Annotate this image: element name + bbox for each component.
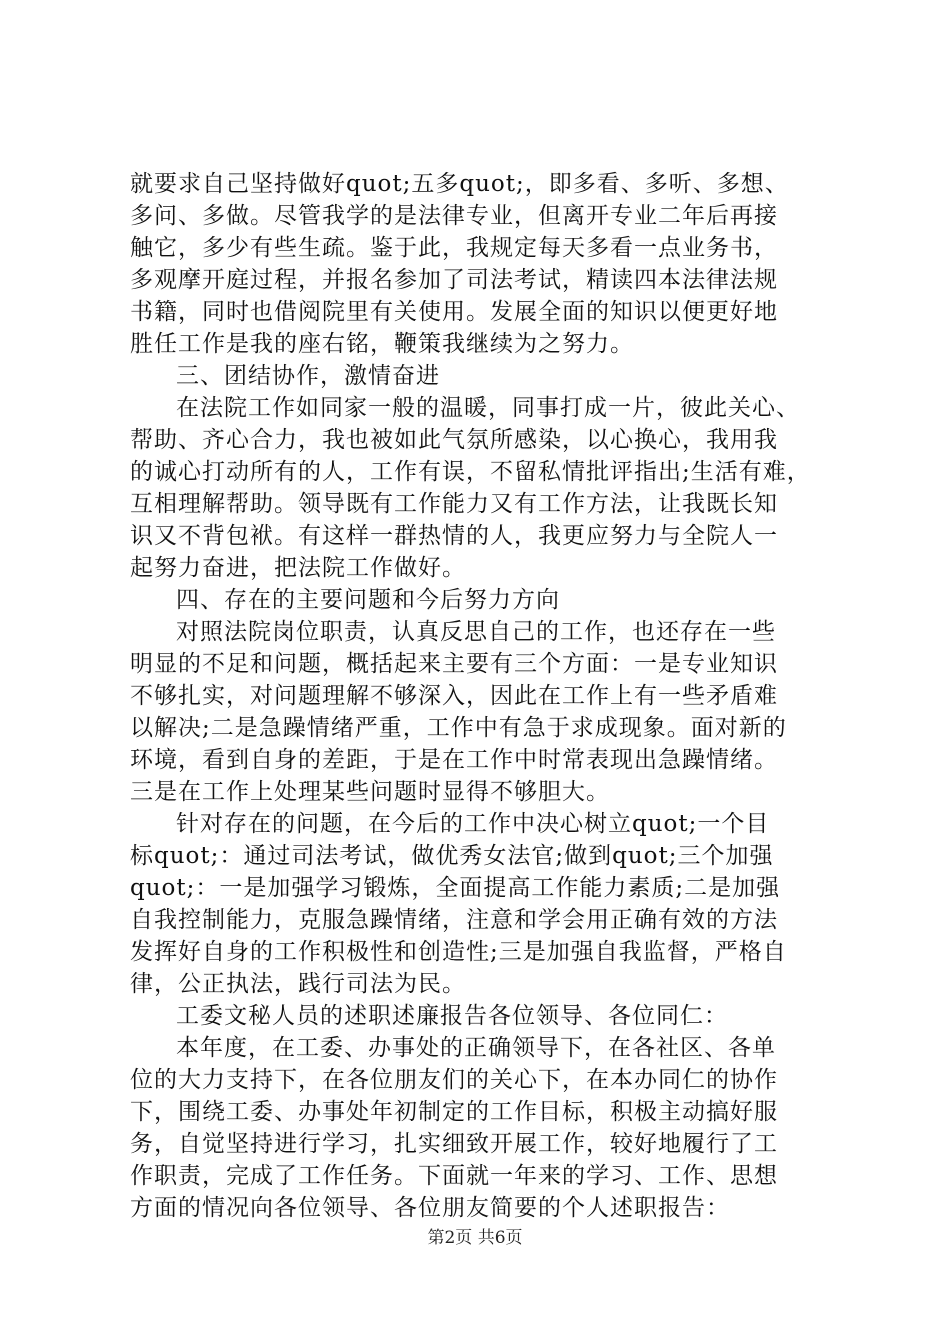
text-line: quot;：一是加强学习锻炼，全面提高工作能力素质;二是加强 — [130, 875, 781, 901]
text-line: 互相理解帮助。领导既有工作能力又有工作方法，让我既长知 — [130, 491, 778, 517]
text-line: 触它，多少有些生疏。鉴于此，我规定每天多看一点业务书， — [130, 235, 778, 261]
paragraph-start-line: 针对存在的问题，在今后的工作中决心树立quot;一个目 — [176, 811, 770, 837]
text-line: 务，自觉坚持进行学习，扎实细致开展工作，较好地履行了工 — [130, 1131, 778, 1157]
body-text — [130, 168, 830, 1224]
text-line: 三是在工作上处理某些问题时显得不够胆大。 — [130, 779, 610, 805]
text-line: 书籍，同时也借阅院里有关使用。发展全面的知识以便更好地 — [130, 299, 778, 325]
text-line: 明显的不足和问题，概括起来主要有三个方面：一是专业知识 — [130, 651, 778, 677]
text-line: 胜任工作是我的座右铭，鞭策我继续为之努力。 — [130, 331, 634, 357]
text-line: 位的大力支持下，在各位朋友们的关心下，在本办同仁的协作 — [130, 1067, 778, 1093]
text-line: 下，围绕工委、办事处年初制定的工作目标，积极主动搞好服 — [130, 1099, 778, 1125]
text-line: 的诚心打动所有的人，工作有误，不留私情批评指出;生活有难， — [130, 459, 811, 485]
text-line: 起努力奋进，把法院工作做好。 — [130, 555, 466, 581]
paragraph-start-line: 对照法院岗位职责，认真反思自己的工作，也还存在一些 — [176, 619, 776, 645]
section-heading: 三、团结协作，激情奋进 — [176, 363, 440, 389]
text-line: 标quot;：通过司法考试，做优秀女法官;做到quot;三个加强 — [130, 843, 774, 869]
text-line: 律，公正执法，践行司法为民。 — [130, 971, 466, 997]
text-line: 方面的情况向各位领导、各位朋友简要的个人述职报告： — [130, 1195, 730, 1221]
text-line: 多问、多做。尽管我学的是法律专业，但离开专业二年后再接 — [130, 203, 778, 229]
text-line: 多观摩开庭过程，并报名参加了司法考试，精读四本法律法规 — [130, 267, 778, 293]
text-line: 发挥好自身的工作积极性和创造性;三是加强自我监督，严格自 — [130, 939, 787, 965]
report-title-line: 工委文秘人员的述职述廉报告各位领导、各位同仁： — [176, 1003, 728, 1029]
text-line: 就要求自己坚持做好quot;五多quot;，即多看、多听、多想、 — [130, 171, 789, 197]
paragraph-start-line: 本年度，在工委、办事处的正确领导下，在各社区、各单 — [176, 1035, 776, 1061]
text-line: 作职责，完成了工作任务。下面就一年来的学习、工作、思想 — [130, 1163, 778, 1189]
text-line: 识又不背包袱。有这样一群热情的人，我更应努力与全院人一 — [130, 523, 778, 549]
text-line: 环境，看到自身的差距，于是在工作中时常表现出急躁情绪。 — [130, 747, 778, 773]
section-heading: 四、存在的主要问题和今后努力方向 — [176, 587, 560, 613]
text-line: 自我控制能力，克服急躁情绪，注意和学会用正确有效的方法 — [130, 907, 778, 933]
paragraph-start-line: 在法院工作如同家一般的温暖，同事打成一片，彼此关心、 — [176, 395, 800, 421]
text-line: 帮助、齐心合力，我也被如此气氛所感染，以心换心，我用我 — [130, 427, 778, 453]
page-number-footer: 第2页 共6页 — [427, 1228, 523, 1248]
text-line: 以解决;二是急躁情绪严重，工作中有急于求成现象。面对新的 — [130, 715, 787, 741]
text-line: 不够扎实，对问题理解不够深入，因此在工作上有一些矛盾难 — [130, 683, 778, 709]
